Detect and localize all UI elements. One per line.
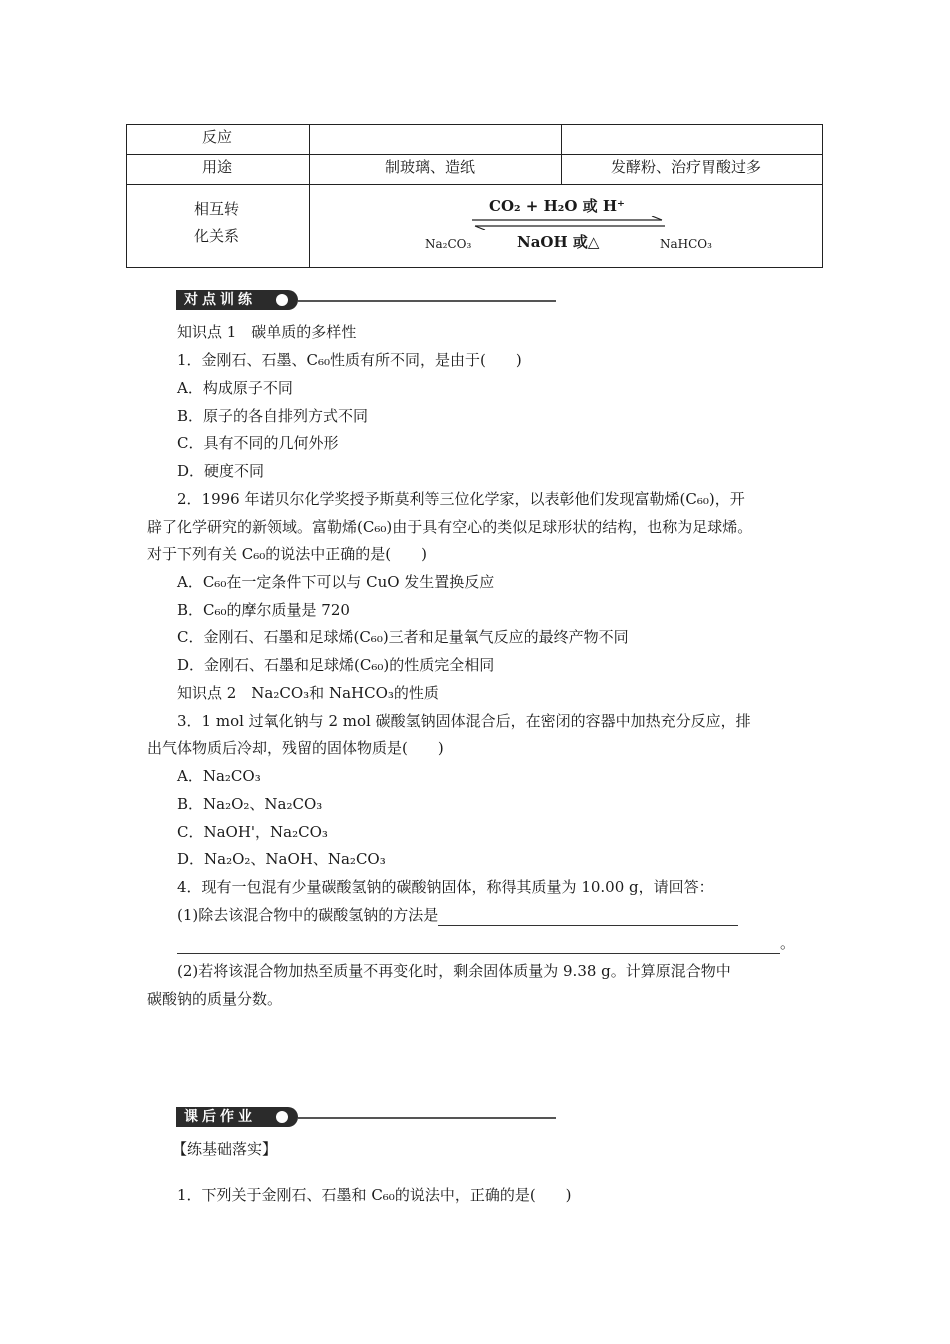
q3-option-c: C．NaOH'，Na₂CO₃: [177, 823, 328, 841]
table-col-divider: [309, 184, 310, 268]
compound-na2co3: Na₂CO₃: [425, 237, 472, 251]
question-2-line-3: 对于下列有关 C₆₀的说法中正确的是( ): [147, 545, 427, 563]
q2-option-c: C．金刚石、石墨和足球烯(C₆₀)三者和足量氧气反应的最终产物不同: [177, 628, 629, 646]
knowledge-point-2: 知识点 2 Na₂CO₃和 NaHCO₃的性质: [177, 684, 439, 702]
table-row-divider: [127, 184, 822, 185]
section-rule: [298, 1117, 556, 1119]
q1-option-b: B．原子的各自排列方式不同: [177, 407, 369, 425]
question-4: 4．现有一包混有少量碳酸氢钠的碳酸钠固体，称得其质量为 10.00 g，请回答：: [177, 878, 714, 896]
compound-nahco3: NaHCO₃: [660, 237, 712, 251]
question-4-blank-line: [177, 932, 795, 954]
answer-blank-2[interactable]: [177, 939, 780, 954]
q3-option-b: B．Na₂O₂、Na₂CO₃: [177, 795, 323, 813]
q4-part1-text: (1)除去该混合物中的碳酸氢钠的方法是: [177, 906, 439, 924]
question-3-line-2: 出气体物质后冷却，残留的固体物质是( ): [147, 739, 444, 757]
use-nahco3: 发酵粉、治疗胃酸过多: [611, 158, 762, 176]
bullet-dot-icon: [276, 1111, 288, 1123]
section-rule: [298, 300, 556, 302]
question-4-part-2-line-1: (2)若将该混合物加热至质量不再变化时，剩余固体质量为 9.38 g。计算原混合物中: [177, 962, 731, 980]
table-col-divider: [309, 125, 310, 184]
row-label-relation-2: 化关系: [194, 227, 240, 245]
table-col-divider: [561, 125, 562, 184]
q1-option-c: C．具有不同的几何外形: [177, 434, 339, 452]
answer-blank-1[interactable]: [438, 911, 738, 926]
arrow-bottom-condition: NaOH 或△: [517, 233, 600, 251]
section-title: 对点训练: [176, 290, 298, 310]
q1-option-d: D．硬度不同: [177, 462, 265, 480]
bullet-dot-icon: [276, 294, 288, 306]
reversible-arrow-icon: [472, 216, 667, 230]
row-label-relation-1: 相互转: [194, 200, 240, 218]
q2-option-a: A．C₆₀在一定条件下可以与 CuO 发生置换反应: [177, 573, 495, 591]
section-title: 课后作业: [176, 1107, 298, 1127]
table-row-divider: [127, 154, 822, 155]
q3-option-a: A．Na₂CO₃: [177, 767, 261, 785]
row-label-use: 用途: [202, 158, 233, 176]
blank-end-punct: 。: [780, 934, 796, 952]
homework-question-1: 1．下列关于金刚石、石墨和 C₆₀的说法中，正确的是( ): [177, 1186, 572, 1204]
q2-option-b: B．C₆₀的摩尔质量是 720: [177, 601, 350, 619]
q3-option-d: D．Na₂O₂、NaOH、Na₂CO₃: [177, 850, 386, 868]
question-1: 1．金刚石、石墨、C₆₀性质有所不同，是由于( ): [177, 351, 522, 369]
arrow-top-condition: CO₂ + H₂O 或 H⁺: [489, 197, 625, 215]
row-label-reaction: 反应: [202, 128, 233, 146]
question-3-line-1: 3．1 mol 过氧化钠与 2 mol 碳酸氢钠固体混合后，在密闭的容器中加热充分反应，排: [177, 712, 751, 730]
comparison-table: [126, 124, 823, 268]
question-2-line-1: 2．1996 年诺贝尔化学奖授予斯莫利等三位化学家，以表彰他们发现富勒烯(C₆₀)，开: [177, 490, 745, 508]
q1-option-a: A．构成原子不同: [177, 379, 293, 397]
knowledge-point-1: 知识点 1 碳单质的多样性: [177, 323, 357, 341]
question-2-line-2: 辟了化学研究的新领域。富勒烯(C₆₀)由于具有空心的类似足球形状的结构，也称为足球烯。: [147, 518, 753, 536]
question-4-part-1: [177, 904, 738, 926]
subsection-basic-practice: 【练基础落实】: [172, 1140, 278, 1158]
question-4-part-2-line-2: 碳酸钠的质量分数。: [147, 990, 283, 1008]
q2-option-d: D．金刚石、石墨和足球烯(C₆₀)的性质完全相同: [177, 656, 495, 674]
use-na2co3: 制玻璃、造纸: [385, 158, 476, 176]
